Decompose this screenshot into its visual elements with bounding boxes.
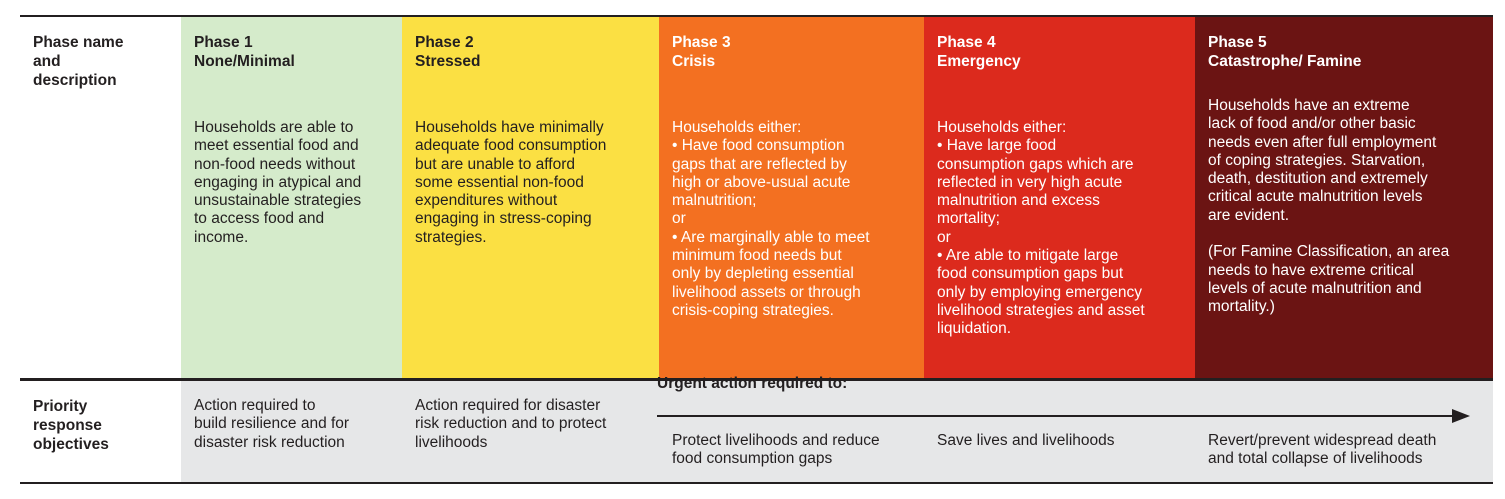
phase-1-number: Phase 1 xyxy=(194,34,253,51)
phase-1-description-text: Households are able to meet essential food and non-food needs without engaging in atypical and unsustainable strategies to access food and income. xyxy=(194,119,362,246)
ipc-phase-table xyxy=(20,15,1493,484)
phase-1-response: Action required to build resilience and for disaster risk reduction xyxy=(194,397,350,451)
phase-1-name: None/Minimal xyxy=(194,53,295,70)
phase-4-description xyxy=(937,119,1187,339)
phase-3-heading xyxy=(672,33,731,71)
table-bottom-rule xyxy=(20,482,1493,484)
phase-5-number: Phase 5 xyxy=(1208,34,1267,51)
phase-4-cell xyxy=(924,17,1195,378)
phase-1-cell xyxy=(181,17,402,378)
phase-1-response-cell xyxy=(181,381,402,482)
phase-5-cell xyxy=(1195,17,1493,378)
phase-2-description-text: Households have minimally adequate food consumption but are unable to afford some essential non-food expenditures without engaging in stress-coping strategies. xyxy=(415,119,607,246)
phase-3-description xyxy=(672,119,916,320)
phase-3-number: Phase 3 xyxy=(672,34,731,51)
phase-3-name: Crisis xyxy=(672,53,716,70)
phase-2-response-cell xyxy=(402,381,659,482)
phase-4-number: Phase 4 xyxy=(937,34,996,51)
urgent-action-label: Urgent action required to: xyxy=(657,375,848,392)
phase-5-description xyxy=(1208,97,1485,317)
phase-3-response: Protect livelihoods and reduce food consumption gaps xyxy=(672,432,880,468)
response-header-cell xyxy=(20,381,181,482)
phase-5-description-text: Households have an extreme lack of food and/or other basic needs even after full employment of coping strategies. Starvation, death, destitution and extremely critical acute malnutrition levels are evident. (For Famine Classification, an area needs to have extreme critical levels of acute malnutrition and mortality.) xyxy=(1208,97,1450,316)
phase-4-response: Save lives and livelihoods xyxy=(937,432,1115,449)
urgent-arrow-line xyxy=(657,415,1455,417)
phase-3-cell xyxy=(659,17,924,378)
phase-5-name: Catastrophe/ Famine xyxy=(1208,53,1362,70)
phase-3-description-text: Households either: • Have food consumption gaps that are reflected by high or above-usual acute malnutrition; or • Are marginally able to meet minimum food needs but only by depleting essential livelihood assets or through crisis-coping strategies. xyxy=(672,119,870,319)
phase-1-heading xyxy=(194,33,295,71)
phase-5-response: Revert/prevent widespread death and total collapse of livelihoods xyxy=(1208,432,1437,468)
phase-2-cell xyxy=(402,17,659,378)
phase-row-label: Phase name and description xyxy=(33,34,124,89)
phase-2-number: Phase 2 xyxy=(415,34,474,51)
phase-5-heading xyxy=(1208,33,1361,71)
phase-2-heading xyxy=(415,33,480,71)
phase-1-description xyxy=(194,119,394,247)
arrow-right-icon xyxy=(1452,409,1470,423)
phase-2-name: Stressed xyxy=(415,53,481,70)
phase-2-response: Action required for disaster risk reduction and to protect livelihoods xyxy=(415,397,607,451)
phase-4-description-text: Households either: • Have large food consumption gaps which are reflected in very high acute malnutrition and excess mortality; or • Are able to mitigate large food consumption gaps but only by employing emergency livelihood strategies and asset liquidation. xyxy=(937,119,1145,338)
phase-4-heading xyxy=(937,33,1021,71)
phase-4-name: Emergency xyxy=(937,53,1021,70)
phase-2-description xyxy=(415,119,651,247)
phase-header-cell xyxy=(20,17,181,378)
response-row-label: Priority response objectives xyxy=(33,398,109,453)
